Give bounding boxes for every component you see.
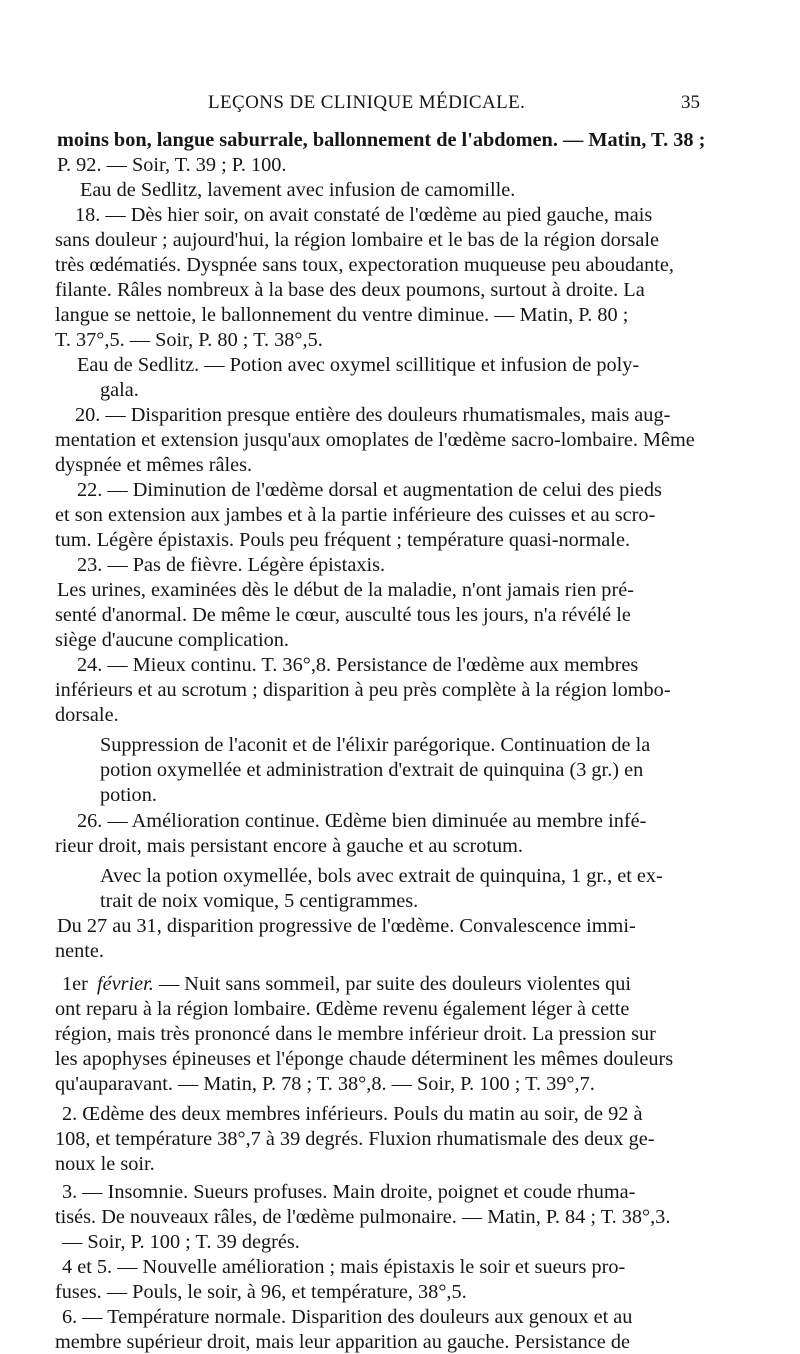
- text-line: dyspnée et mêmes râles.: [55, 454, 253, 476]
- date-ordinal: 1er: [62, 973, 88, 995]
- text-line: région, mais très prononcé dans le membre inférieur droit. La pression sur: [55, 1023, 656, 1045]
- text-line: nente.: [55, 940, 104, 962]
- text-line: et son extension aux jambes et à la partie inférieure des cuisses et au scro-: [55, 504, 656, 526]
- text-line: trait de noix vomique, 5 centigrammes.: [100, 890, 419, 912]
- text-line: 108, et température 38°,7 à 39 degrés. Fluxion rhumatismale des deux ge-: [55, 1128, 655, 1150]
- text-line: 24. — Mieux continu. T. 36°,8. Persistance de l'œdème aux membres: [77, 654, 639, 676]
- text-line: membre supérieur droit, mais leur apparition au gauche. Persistance de: [55, 1331, 630, 1353]
- text-line: fuses. — Pouls, le soir, à 96, et température, 38°,5.: [55, 1281, 467, 1303]
- header-title: LEÇONS DE CLINIQUE MÉDICALE.: [208, 92, 526, 113]
- text-line: tum. Légère épistaxis. Pouls peu fréquent ; température quasi-normale.: [55, 529, 631, 551]
- text-line: les apophyses épineuses et l'éponge chaude déterminent les mêmes douleurs: [55, 1048, 674, 1070]
- month-label: février.: [96, 973, 154, 995]
- text-line: [62, 972, 631, 996]
- text-line: gala.: [100, 379, 139, 401]
- text-line: rieur droit, mais persistant encore à gauche et au scrotum.: [55, 835, 523, 857]
- text-line: ont reparu à la région lombaire. Œdème revenu également léger à cette: [55, 998, 630, 1020]
- text-line: Les urines, examinées dès le début de la maladie, n'ont jamais rien pré-: [57, 579, 634, 601]
- text-line: Eau de Sedlitz. — Potion avec oxymel scillitique et infusion de poly-: [77, 354, 640, 376]
- text-line: 20. — Disparition presque entière des douleurs rhumatismales, mais aug-: [75, 404, 671, 426]
- text-line: 22. — Diminution de l'œdème dorsal et augmentation de celui des pieds: [77, 479, 662, 501]
- text-line: P. 92. — Soir, T. 39 ; P. 100.: [57, 154, 287, 176]
- text-line: sans douleur ; aujourd'hui, la région lombaire et le bas de la région dorsale: [55, 229, 660, 251]
- text-line: siège d'aucune complication.: [55, 629, 289, 651]
- text-line: 4 et 5. — Nouvelle amélioration ; mais épistaxis le soir et sueurs pro-: [62, 1256, 626, 1278]
- text-line: 6. — Température normale. Disparition des douleurs aux genoux et au: [62, 1306, 633, 1328]
- text-line: potion oxymellée et administration d'extrait de quinquina (3 gr.) en: [100, 759, 644, 781]
- running-header: [0, 92, 800, 122]
- text-line: — Soir, P. 100 ; T. 39 degrés.: [62, 1231, 300, 1253]
- text-line: mentation et extension jusqu'aux omoplates de l'œdème sacro-lombaire. Même: [55, 429, 695, 451]
- text-line-rest: — Nuit sans sommeil, par suite des douleurs violentes qui: [158, 973, 631, 995]
- text-line: Avec la potion oxymellée, bols avec extrait de quinquina, 1 gr., et ex-: [100, 865, 663, 887]
- text-line: dorsale.: [55, 704, 119, 726]
- text-line: moins bon, langue saburrale, ballonnement de l'abdomen. — Matin, T. 38 ;: [57, 129, 706, 151]
- text-line: 3. — Insomnie. Sueurs profuses. Main droite, poignet et coude rhuma-: [62, 1181, 636, 1203]
- text-line: très œdématiés. Dyspnée sans toux, expectoration muqueuse peu aboudante,: [55, 254, 674, 276]
- text-line: potion.: [100, 784, 157, 806]
- text-line: 2. Œdème des deux membres inférieurs. Pouls du matin au soir, de 92 à: [62, 1103, 643, 1125]
- text-line: langue se nettoie, le ballonnement du ventre diminue. — Matin, P. 80 ;: [55, 304, 629, 326]
- text-line: qu'auparavant. — Matin, P. 78 ; T. 38°,8. — Soir, P. 100 ; T. 39°,7.: [55, 1073, 595, 1095]
- text-line: filante. Râles nombreux à la base des deux poumons, surtout à droite. La: [55, 279, 645, 301]
- text-line: Suppression de l'aconit et de l'élixir parégorique. Continuation de la: [100, 734, 651, 756]
- text-line: inférieurs et au scrotum ; disparition à peu près complète à la région lombo-: [55, 679, 671, 701]
- text-line: senté d'anormal. De même le cœur, ausculté tous les jours, n'a révélé le: [55, 604, 631, 626]
- text-line: 26. — Amélioration continue. Œdème bien diminuée au membre infé-: [77, 810, 647, 832]
- text-line: Eau de Sedlitz, lavement avec infusion de camomille.: [80, 179, 516, 201]
- text-line: Du 27 au 31, disparition progressive de l'œdème. Convalescence immi-: [57, 915, 636, 937]
- text-line: 23. — Pas de fièvre. Légère épistaxis.: [77, 554, 386, 576]
- text-line: T. 37°,5. — Soir, P. 80 ; T. 38°,5.: [55, 329, 323, 351]
- text-line: 18. — Dès hier soir, on avait constaté de l'œdème au pied gauche, mais: [75, 204, 653, 226]
- text-line: tisés. De nouveaux râles, de l'œdème pulmonaire. — Matin, P. 84 ; T. 38°,3.: [55, 1206, 671, 1228]
- text-line: noux le soir.: [55, 1153, 155, 1175]
- page-number: 35: [681, 92, 700, 113]
